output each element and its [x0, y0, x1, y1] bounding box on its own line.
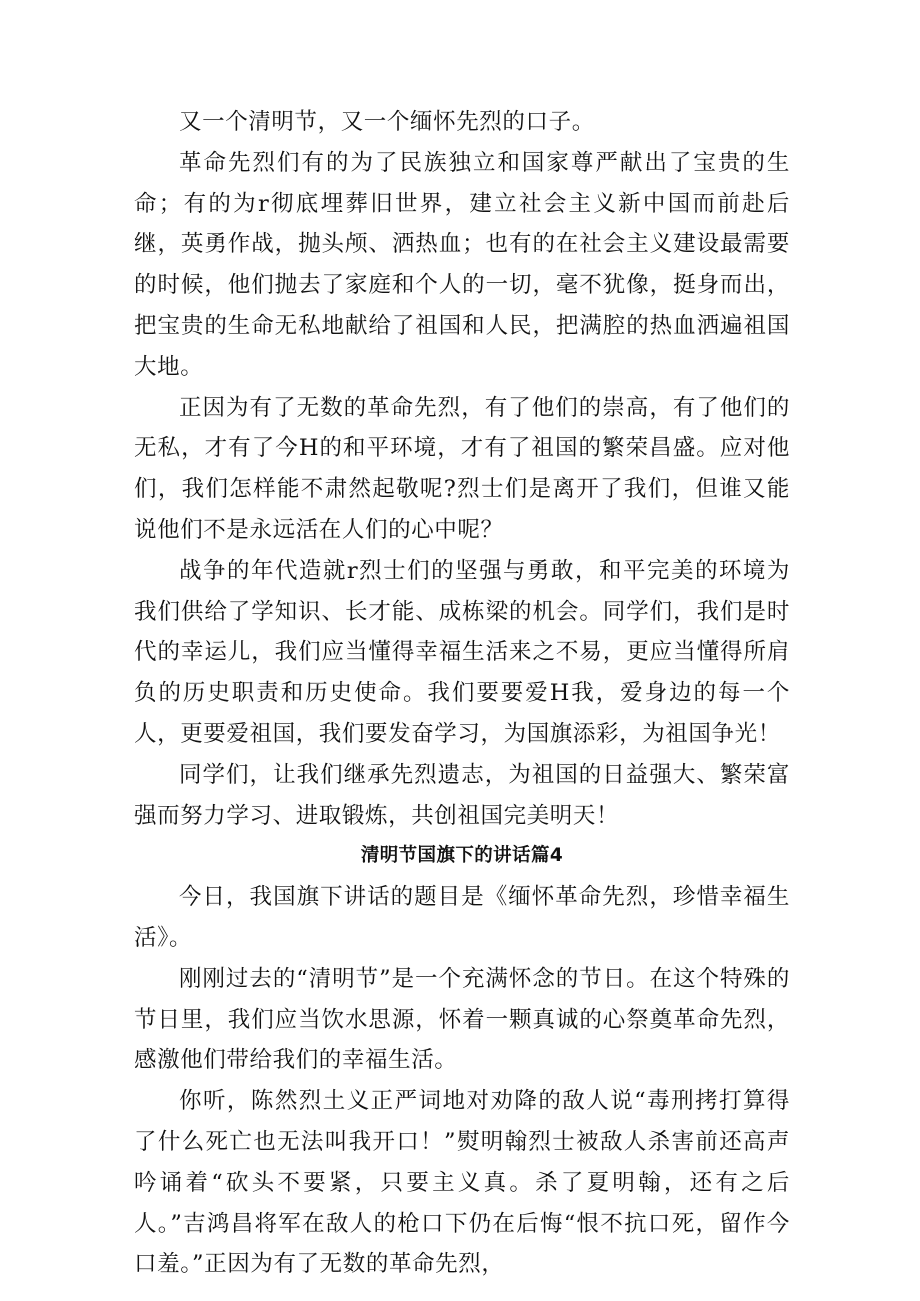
paragraph-opening: 又一个清明节，又一个缅怀先烈的口子。 [179, 109, 595, 135]
paragraph-speech-topic: 今日，我国旗下讲话的题目是《缅怀革命先烈，珍惜幸福生活》。 [134, 884, 790, 951]
paragraph-because-of-martyrs: 正因为有了无数的革命先烈，有了他们的崇高，有了他们的无私，才有了今H的和平环境，才有了祖国的繁荣昌盛。应对他们，我们怎样能不肃然起敬呢?烈士们是离开了我们，但谁又能说他们不是永远活在人们的心中呢？ [134, 394, 790, 543]
paragraph-martyr-quotes: 你听，陈然烈土义正严词地对劝降的敌人说“毒刑拷打算得了什么死亡也无法叫我开口！”熨明翰烈士被敌人杀害前还高声吟诵着“砍头不要紧，只要主义真。杀了夏明翰，还有之后人。”吉鸿昌将军在敌人的枪口下仍在后悔“恨不抗口死，留作今口羞。”正因为有了无数的革命先烈， [134, 1088, 790, 1278]
paragraph-call-to-students: 同学们，让我们继承先烈遗志，为祖国的日益强大、繁荣富强而努力学习、进取锻炼，共创祖国完美明天！ [134, 761, 790, 829]
paragraph-qingming-festival: 刚刚过去的“清明节”是一个充满怀念的节日。在这个特殊的节日里，我们应当饮水思源，怀着一颗真诚的心祭奠革命先烈，感激他们带给我们的幸福生活。 [134, 965, 790, 1074]
paragraph-martyrs-sacrifice: 革命先烈们有的为了民族独立和国家尊严献出了宝贵的生命；有的为r彻底埋葬旧世界，建立社会主义新中国而前赴后继，英勇作战，抛头颅、洒热血；也有的在社会主义建设最需要的时候，他们抛去了家庭和个人的一切，毫不犹像，挺身而出，把宝贵的生命无私地献给了祖国和人民，把满腔的热血洒遍祖国大地。 [134, 149, 790, 380]
paragraph-war-and-peace: 战争的年代造就r烈士们的坚强与勇敢，和平完美的环境为我们供给了学知识、长才能、成栋梁的机会。同学们，我们是时代的幸运儿，我们应当懂得幸福生活来之不易，更应当懂得所肩负的历史职责和历史使命。我们要要爱H我，爱身边的每一个人，更要爱祖国，我们要发奋学习，为国旗添彩，为祖国争光！ [134, 557, 790, 747]
document-body [134, 102, 790, 1285]
section-heading: 清明节国旗下的讲话篇4 [360, 845, 564, 867]
